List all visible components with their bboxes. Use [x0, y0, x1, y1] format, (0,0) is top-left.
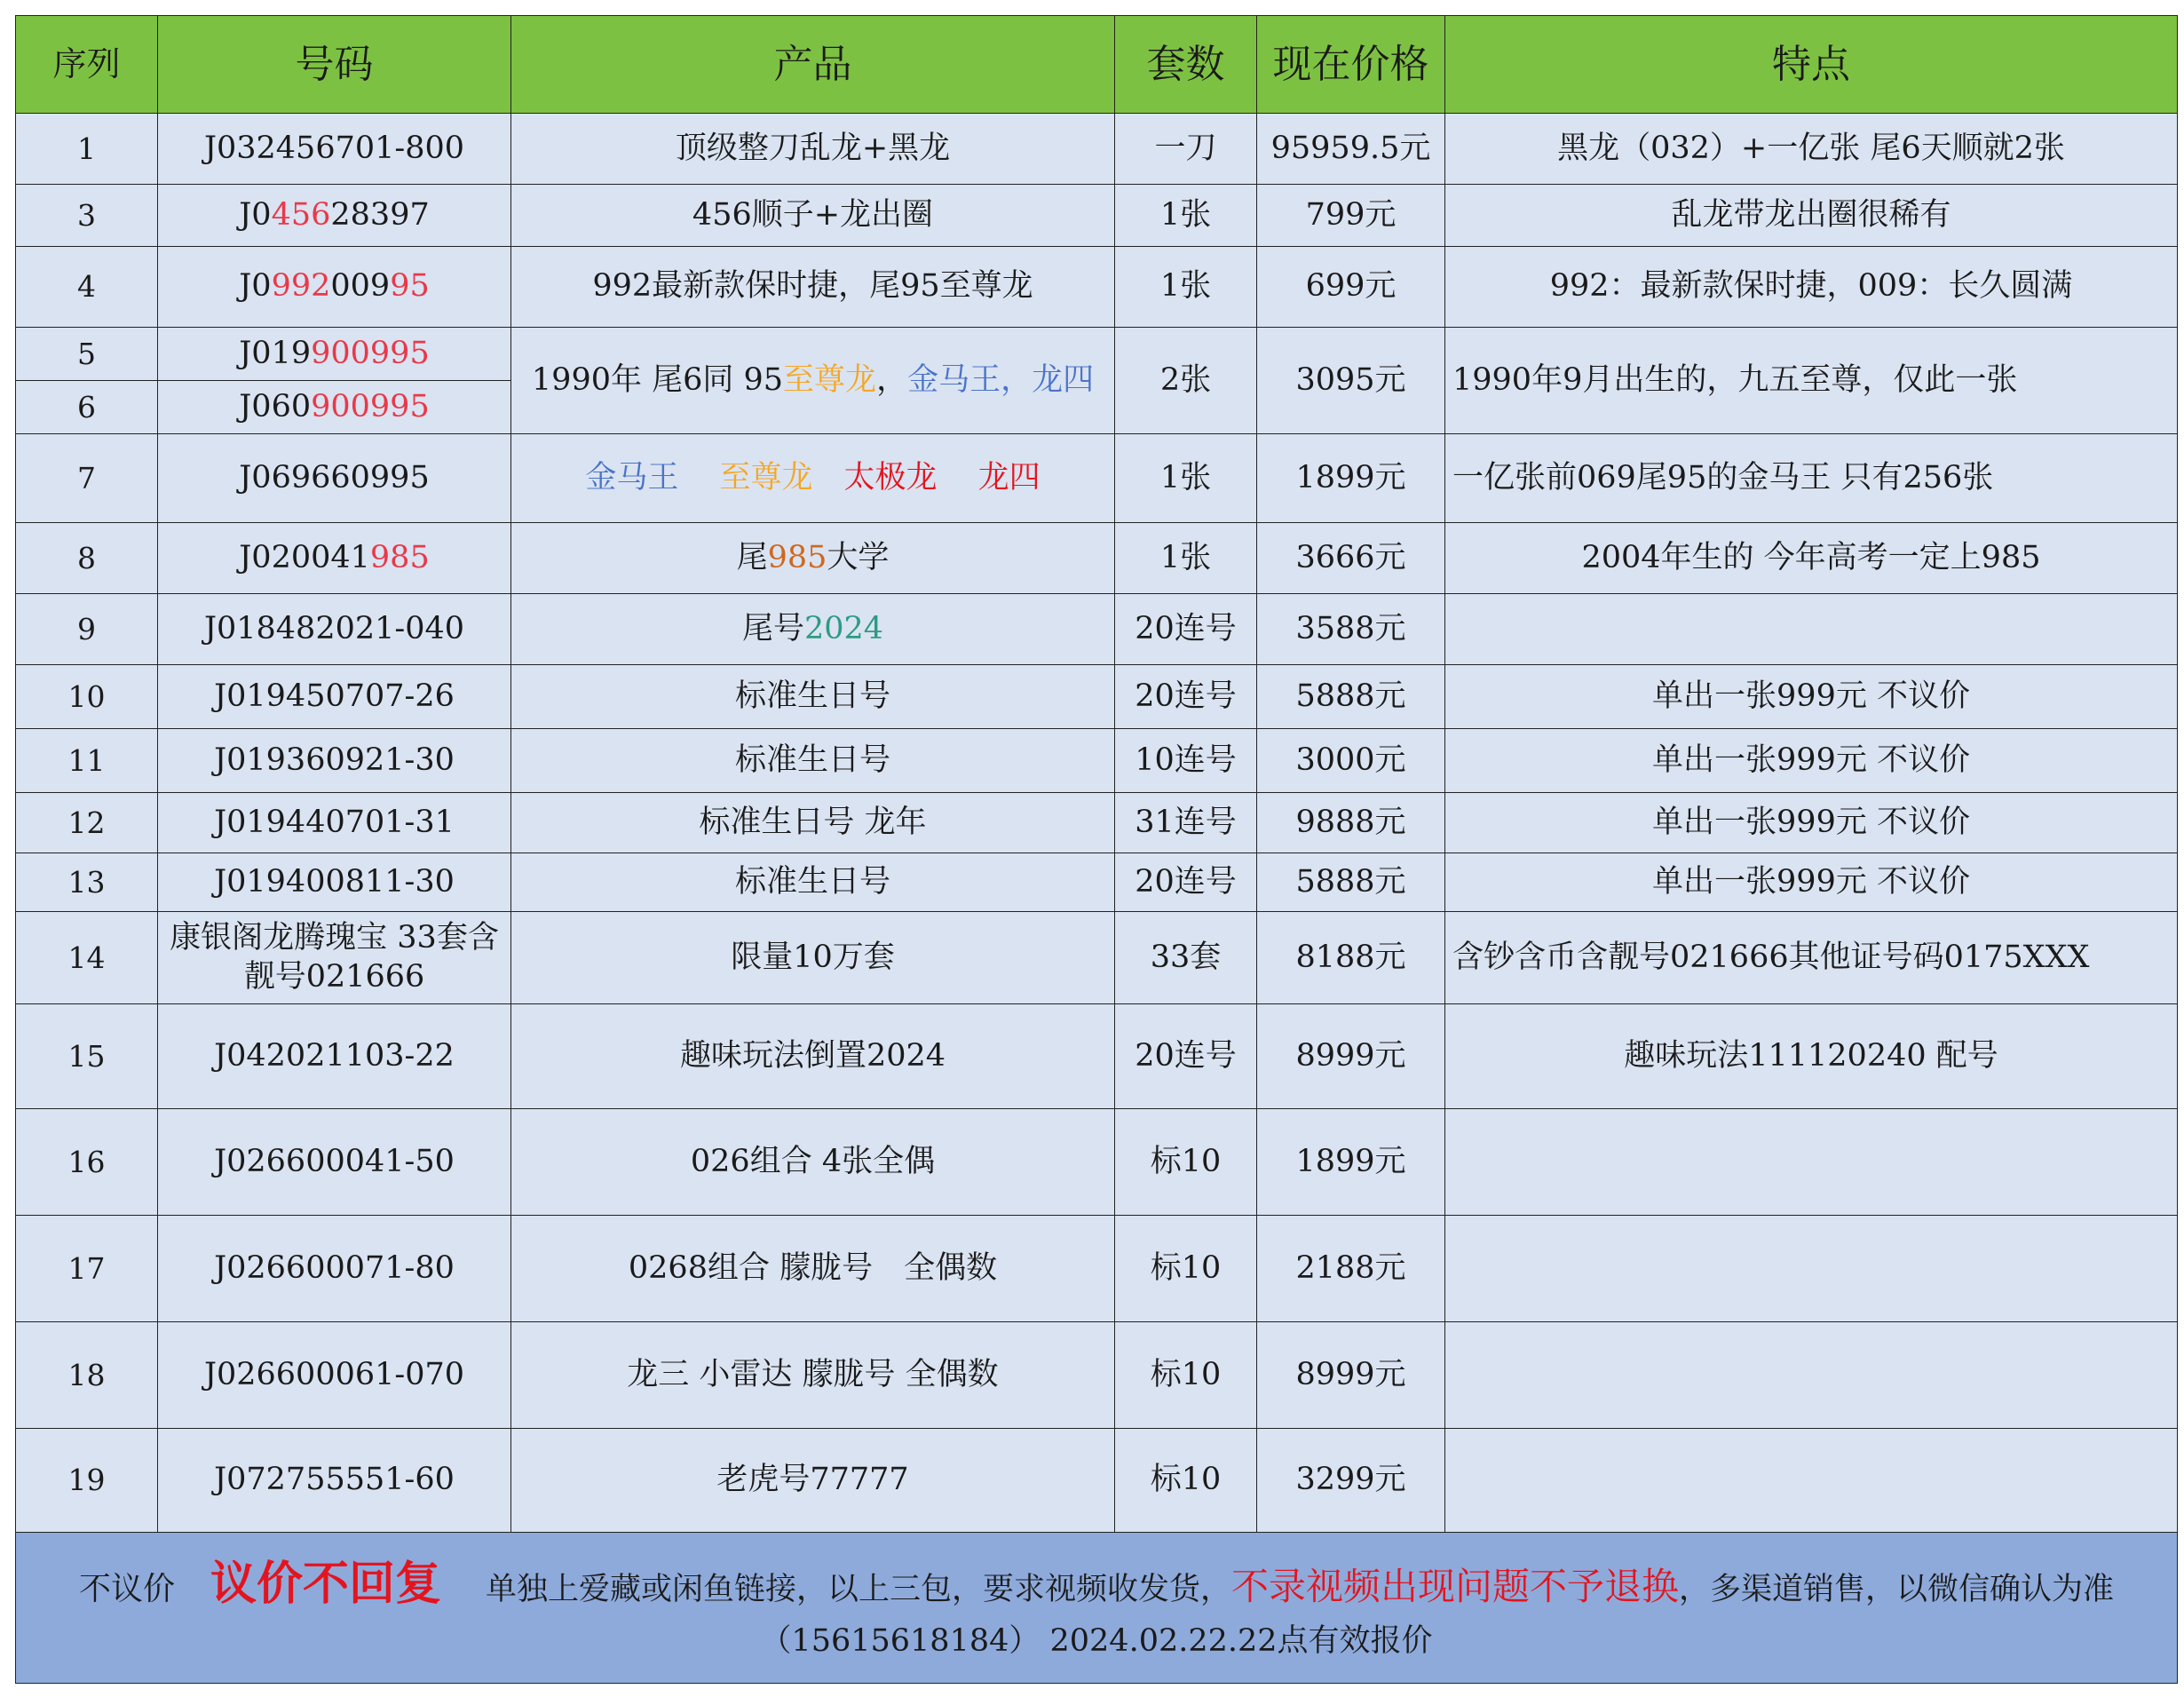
text-segment: J018482021-040: [203, 610, 465, 646]
table-row: [16, 247, 2178, 328]
cell-seq: 5: [16, 328, 158, 381]
cell-seq: 17: [16, 1216, 158, 1322]
text-segment: 985: [369, 539, 430, 575]
cell-feature: 992：最新款保时捷，009：长久圆满: [1445, 247, 2178, 328]
cell-feature: 一亿张前069尾95的金马王 只有256张: [1445, 434, 2178, 523]
header-qty: 套数: [1115, 16, 1257, 114]
header-row: [16, 16, 2178, 114]
text-segment: 限量10万套: [731, 939, 895, 975]
cell-seq: 3: [16, 185, 158, 247]
text-segment: 992: [271, 268, 331, 305]
cell-code: [158, 247, 511, 328]
text-segment: 顶级整刀乱龙+黑龙: [675, 130, 951, 166]
text-segment: 金马王: [585, 459, 679, 496]
header-seq: 序列: [16, 16, 158, 114]
table-row: [16, 434, 2178, 523]
text-segment: J0: [239, 268, 272, 305]
cell-product: [511, 523, 1115, 594]
cell-feature: [1445, 1429, 2178, 1533]
cell-price: 5888元: [1257, 665, 1445, 729]
cell-qty: 1张: [1115, 247, 1257, 328]
table-row: [16, 729, 2178, 793]
cell-product: [511, 793, 1115, 853]
cell-feature: [1445, 1109, 2178, 1216]
text-segment: J042021103-22: [214, 1037, 455, 1074]
table-row: [16, 912, 2178, 1004]
footer-row: [16, 1533, 2178, 1684]
cell-qty: 1张: [1115, 434, 1257, 523]
cell-seq: 18: [16, 1322, 158, 1429]
text-segment: 28397: [330, 196, 430, 233]
text-segment: 大学: [827, 539, 890, 575]
text-segment: 985: [767, 539, 827, 575]
cell-price: 1899元: [1257, 1109, 1445, 1216]
cell-qty: 一刀: [1115, 114, 1257, 185]
cell-product: [511, 114, 1115, 185]
text-segment: 尾号: [741, 610, 804, 646]
cell-qty: 20连号: [1115, 594, 1257, 665]
cell-seq: 19: [16, 1429, 158, 1533]
cell-price: 1899元: [1257, 434, 1445, 523]
cell-code: [158, 1109, 511, 1216]
cell-qty: 2张: [1115, 328, 1257, 434]
cell-code: [158, 1322, 511, 1429]
cell-product: [511, 1216, 1115, 1322]
text-segment: J026600061-070: [203, 1356, 465, 1392]
footer-tag: 不议价: [78, 1571, 175, 1608]
header-price: 现在价格: [1257, 16, 1445, 114]
text-segment: 0268组合 朦胧号 全偶数: [628, 1249, 998, 1286]
text-segment: J019400811-30: [214, 863, 455, 900]
cell-feature: [1445, 1322, 2178, 1429]
text-segment: 康银阁龙腾瑰宝 33套含靓号021666: [170, 919, 499, 995]
cell-seq: 7: [16, 434, 158, 523]
text-segment: 2024: [803, 610, 884, 646]
text-segment: 009: [330, 268, 391, 305]
cell-qty: 10连号: [1115, 729, 1257, 793]
text-segment: ，: [876, 361, 908, 398]
table-row: [16, 328, 2178, 381]
text-segment: 金马王，龙四: [907, 361, 1095, 398]
text-segment: 900995: [311, 388, 430, 424]
cell-code: [158, 1004, 511, 1109]
cell-product: [511, 729, 1115, 793]
cell-qty: 标10: [1115, 1109, 1257, 1216]
text-segment: J019440701-31: [214, 804, 455, 840]
table-row: [16, 594, 2178, 665]
cell-price: 8999元: [1257, 1004, 1445, 1109]
cell-qty: 1张: [1115, 523, 1257, 594]
header-code: 号码: [158, 16, 511, 114]
cell-qty: 20连号: [1115, 1004, 1257, 1109]
cell-feature: 黑龙（032）+一亿张 尾6天顺就2张: [1445, 114, 2178, 185]
cell-seq: 14: [16, 912, 158, 1004]
cell-code: [158, 594, 511, 665]
table-row: [16, 793, 2178, 853]
text-segment: 1990年 尾6同 95: [531, 361, 784, 398]
cell-feature: 单出一张999元 不议价: [1445, 665, 2178, 729]
cell-product: [511, 1109, 1115, 1216]
cell-product: [511, 247, 1115, 328]
cell-product: [511, 328, 1115, 434]
cell-code: [158, 912, 511, 1004]
footer-no-reply: 议价不回复: [210, 1558, 441, 1612]
text-segment: 标准生日号: [734, 678, 890, 714]
cell-seq: 1: [16, 114, 158, 185]
cell-product: [511, 665, 1115, 729]
cell-product: [511, 434, 1115, 523]
cell-code: [158, 434, 511, 523]
cell-price: 3095元: [1257, 328, 1445, 434]
footer-text-1: 单独上爱藏或闲鱼链接，以上三包，要求视频收发货，: [485, 1572, 1231, 1608]
table-row: [16, 1216, 2178, 1322]
cell-feature: [1445, 594, 2178, 665]
cell-feature: 1990年9月出生的，九五至尊，仅此一张: [1445, 328, 2178, 434]
text-segment: 95: [390, 268, 430, 305]
cell-code: [158, 114, 511, 185]
cell-feature: 乱龙带龙出圈很稀有: [1445, 185, 2178, 247]
cell-qty: 31连号: [1115, 793, 1257, 853]
cell-product: [511, 185, 1115, 247]
cell-qty: 标10: [1115, 1429, 1257, 1533]
text-segment: J019: [239, 335, 312, 371]
cell-code: [158, 729, 511, 793]
text-segment: [678, 460, 719, 496]
cell-seq: 16: [16, 1109, 158, 1216]
text-segment: J032456701-800: [203, 130, 465, 166]
cell-price: 8188元: [1257, 912, 1445, 1004]
cell-price: 3000元: [1257, 729, 1445, 793]
table-row: [16, 114, 2178, 185]
cell-product: [511, 912, 1115, 1004]
text-segment: 标准生日号: [734, 741, 890, 778]
text-segment: J026600071-80: [214, 1249, 455, 1286]
cell-price: 3588元: [1257, 594, 1445, 665]
cell-feature: 趣味玩法111120240 配号: [1445, 1004, 2178, 1109]
cell-code: [158, 1216, 511, 1322]
cell-product: [511, 1322, 1115, 1429]
header-product: 产品: [511, 16, 1115, 114]
cell-price: 95959.5元: [1257, 114, 1445, 185]
cell-seq: 8: [16, 523, 158, 594]
text-segment: 趣味玩法倒置2024: [679, 1037, 946, 1074]
table-row: [16, 1322, 2178, 1429]
cell-qty: 20连号: [1115, 665, 1257, 729]
cell-feature: 单出一张999元 不议价: [1445, 729, 2178, 793]
table-row: [16, 185, 2178, 247]
cell-seq: 12: [16, 793, 158, 853]
cell-qty: 标10: [1115, 1216, 1257, 1322]
cell-feature: 含钞含币含靓号021666其他证号码0175XXX: [1445, 912, 2178, 1004]
cell-seq: 6: [16, 381, 158, 434]
table-row: [16, 853, 2178, 912]
text-segment: 456: [271, 196, 331, 233]
cell-code: [158, 853, 511, 912]
text-segment: J069660995: [239, 459, 430, 496]
cell-seq: 4: [16, 247, 158, 328]
cell-price: 799元: [1257, 185, 1445, 247]
text-segment: 标准生日号: [734, 863, 890, 900]
cell-code: [158, 185, 511, 247]
cell-code: [158, 1429, 511, 1533]
cell-seq: 13: [16, 853, 158, 912]
text-segment: [812, 460, 843, 496]
text-segment: J019450707-26: [214, 678, 455, 714]
text-segment: 标准生日号 龙年: [699, 804, 927, 840]
cell-feature: 单出一张999元 不议价: [1445, 793, 2178, 853]
cell-price: 3299元: [1257, 1429, 1445, 1533]
price-table: [15, 15, 2178, 1684]
text-segment: 龙四: [977, 459, 1041, 496]
footer-text-2: ，多渠道销售，以微信确认为准（15615618184） 2024.02.22.22点有效报价: [760, 1572, 2115, 1659]
cell-code: [158, 523, 511, 594]
cell-feature: 单出一张999元 不议价: [1445, 853, 2178, 912]
cell-price: 2188元: [1257, 1216, 1445, 1322]
cell-code: [158, 381, 511, 434]
table-row: [16, 1109, 2178, 1216]
cell-qty: 33套: [1115, 912, 1257, 1004]
cell-product: [511, 594, 1115, 665]
text-segment: J0: [239, 196, 272, 233]
cell-code: [158, 328, 511, 381]
header-feature: 特点: [1445, 16, 2178, 114]
cell-price: 9888元: [1257, 793, 1445, 853]
footer-note: [16, 1533, 2178, 1684]
text-segment: 龙三 小雷达 朦胧号 全偶数: [627, 1356, 999, 1392]
cell-seq: 9: [16, 594, 158, 665]
text-segment: 992最新款保时捷，尾95至尊龙: [592, 268, 1033, 305]
table-row: [16, 1429, 2178, 1533]
text-segment: 尾: [736, 539, 768, 575]
text-segment: J019360921-30: [214, 741, 455, 778]
text-segment: 太极龙: [843, 459, 938, 496]
footer-warning: 不录视频出现问题不予退换: [1231, 1565, 1680, 1609]
text-segment: 026组合 4张全偶: [690, 1143, 936, 1179]
text-segment: 900995: [311, 335, 430, 371]
cell-feature: [1445, 1216, 2178, 1322]
table-row: [16, 1004, 2178, 1109]
cell-qty: 20连号: [1115, 853, 1257, 912]
cell-price: 3666元: [1257, 523, 1445, 594]
cell-qty: 1张: [1115, 185, 1257, 247]
cell-price: 5888元: [1257, 853, 1445, 912]
cell-price: 699元: [1257, 247, 1445, 328]
cell-seq: 15: [16, 1004, 158, 1109]
text-segment: J072755551-60: [214, 1462, 455, 1498]
cell-seq: 10: [16, 665, 158, 729]
table-row: [16, 523, 2178, 594]
cell-product: [511, 1429, 1115, 1533]
cell-qty: 标10: [1115, 1322, 1257, 1429]
text-segment: [938, 460, 978, 496]
text-segment: 老虎号77777: [716, 1462, 909, 1498]
cell-code: [158, 665, 511, 729]
text-segment: 至尊龙: [783, 361, 877, 398]
cell-price: 8999元: [1257, 1322, 1445, 1429]
cell-seq: 11: [16, 729, 158, 793]
text-segment: J020041: [239, 539, 370, 575]
table-row: [16, 665, 2178, 729]
cell-product: [511, 1004, 1115, 1109]
cell-code: [158, 793, 511, 853]
text-segment: J060: [239, 388, 312, 424]
text-segment: 456顺子+龙出圈: [692, 196, 934, 233]
text-segment: J026600041-50: [214, 1143, 455, 1179]
cell-product: [511, 853, 1115, 912]
cell-feature: 2004年生的 今年高考一定上985: [1445, 523, 2178, 594]
text-segment: 至尊龙: [719, 459, 813, 496]
